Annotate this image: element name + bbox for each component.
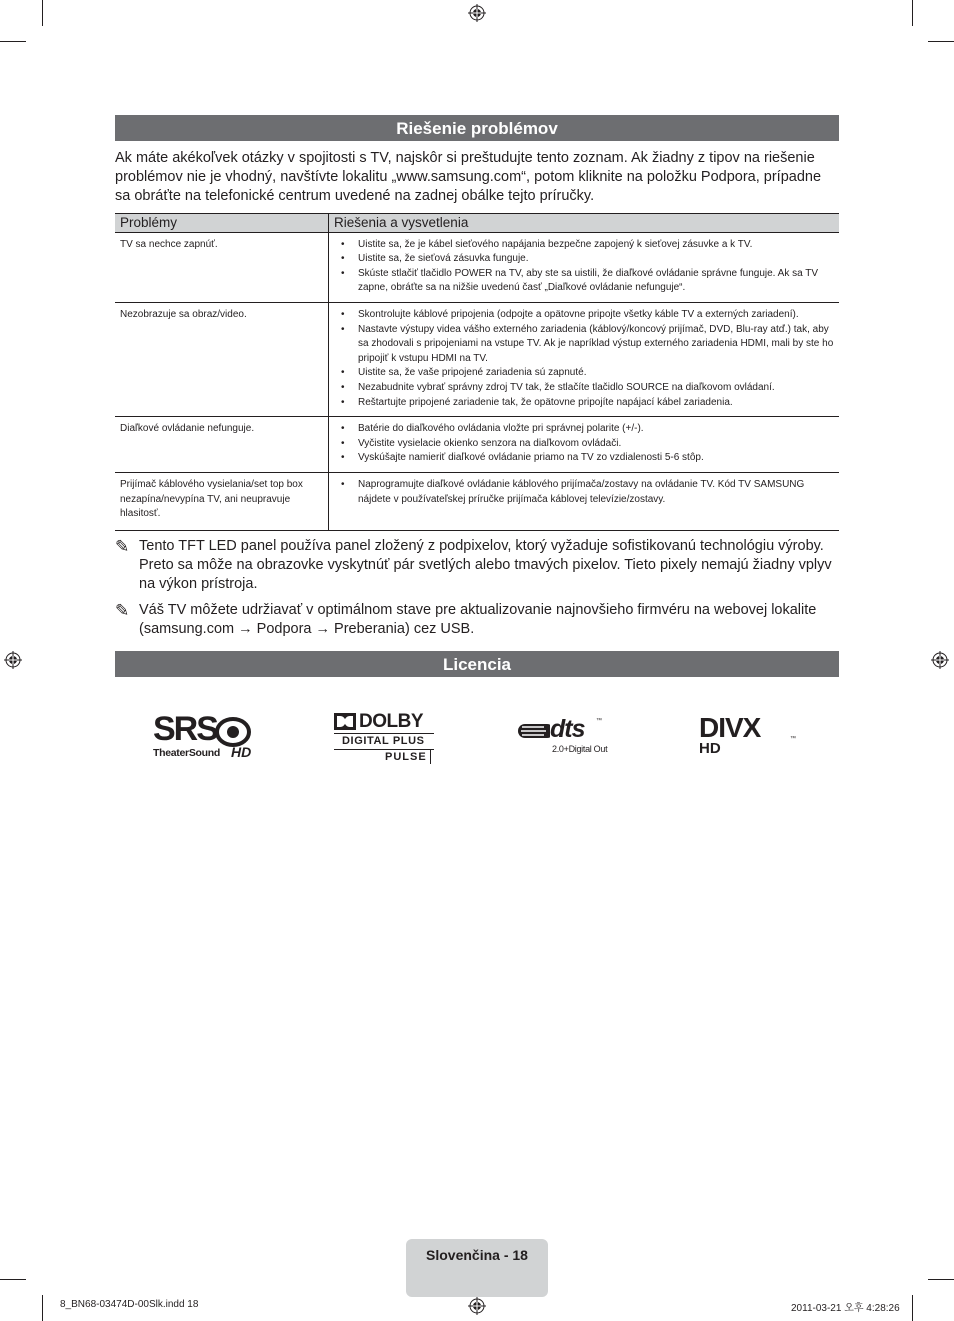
page-number-badge: Slovenčina - 18 <box>406 1239 548 1297</box>
problem-cell: Prijímač káblového vysielania/set top box nezapína/nevypína TV, ani neupravuje hlasitosť. <box>115 472 329 530</box>
dolby-divider <box>334 733 434 734</box>
registration-mark-icon <box>931 651 949 669</box>
dolby-divider <box>334 749 434 750</box>
dts-waves-icon <box>516 722 550 740</box>
solutions-list <box>334 308 834 410</box>
dolby-text: DOLBY <box>359 711 423 732</box>
intro-paragraph: Ak máte akékoľvek otázky v spojitosti s TV, najskôr si preštudujte tento zoznam. Ak žiadny z tipov na riešenie problémov nie je vhodný, navštívte lokalitu „www.samsung.com“, potom kliknite na položku Podpora, prípadne sa obráťte na telefonické centrum uvedené na zadnej obálke tejto príručky. <box>115 150 822 204</box>
solution-item: • Nezabudnite vybrať správny zdroj TV tak, že stlačíte tlačidlo SOURCE na diaľkovom ovládaní. <box>358 381 834 396</box>
dts-digital-out-text: 2.0+Digital Out <box>552 744 608 754</box>
srs-theatersound-text: TheaterSound <box>153 747 220 759</box>
solution-item: • Skontrolujte káblové pripojenia (odpojte a opätovne pripojte všetky káble TV a externých zariadení). <box>358 308 834 323</box>
dolby-digital-plus-pulse-logo <box>334 712 436 766</box>
problem-cell: Nezobrazuje sa obraz/video. <box>115 302 329 416</box>
solutions-cell <box>329 302 840 416</box>
file-slug: 8_BN68-03474D-00Slk.indd 18 <box>60 1299 199 1310</box>
table-row <box>115 417 839 473</box>
solutions-list <box>334 478 834 507</box>
dolby-divider <box>430 750 431 764</box>
note-pencil-icon: ✎ <box>115 601 130 620</box>
column-header-solutions: Riešenia a vysvetlenia <box>329 214 840 233</box>
problem-cell: Diaľkové ovládanie nefunguje. <box>115 417 329 473</box>
solutions-cell <box>329 417 840 473</box>
registration-mark-icon <box>468 1297 486 1315</box>
table-row <box>115 302 839 416</box>
solutions-list <box>334 422 834 466</box>
solution-item: • Skúste stlačiť tlačidlo POWER na TV, aby ste sa uistili, že diaľkové ovládanie správne funguje. Ak sa TV zapne, obráťte sa na nižšie uvedenú časť „Diaľkové ovládanie nefunguje“. <box>358 267 834 296</box>
note-paragraph <box>115 537 839 594</box>
solution-item: • Batérie do diaľkového ovládania vložte pri správnej polarite (+/-). <box>358 422 834 437</box>
solutions-cell <box>329 472 840 530</box>
crop-mark <box>912 0 913 26</box>
section-title-troubleshooting: Riešenie problémov <box>115 115 839 141</box>
dts-text: dts <box>550 715 585 743</box>
problem-cell: TV sa nechce zapnúť. <box>115 232 329 302</box>
crop-mark <box>928 1279 954 1280</box>
crop-mark <box>912 1295 913 1321</box>
solution-item: • Reštartujte pripojené zariadenie tak, že opätovne pripojíte napájací kábel zariadenia. <box>358 396 834 411</box>
section-title-license: Licencia <box>115 651 839 677</box>
crop-mark <box>42 1295 43 1321</box>
note-text: Váš TV môžete udržiavať v optimálnom stave pre aktualizovanie najnovšieho firmvéru na webovej lokalite (samsung.com → Podpora → Preberania) cez USB. <box>139 602 817 637</box>
troubleshooting-table <box>115 213 839 531</box>
srs-logo-text: SRS <box>153 710 217 748</box>
solution-item: • Uistite sa, že sieťová zásuvka funguje. <box>358 252 834 267</box>
crop-mark <box>42 0 43 26</box>
divx-hd-logo <box>699 712 799 758</box>
dts-digital-out-logo <box>516 715 620 758</box>
solutions-list <box>334 238 834 296</box>
solution-item: • Vyčistite vysielacie okienko senzora na diaľkovom ovládači. <box>358 437 834 452</box>
dolby-double-d-icon <box>334 713 356 730</box>
divx-trademark: ™ <box>790 736 796 742</box>
divx-text: DIVX <box>699 712 761 743</box>
note-text: Tento TFT LED panel používa panel zložený z podpixelov, ktorý vyžaduje sofistikovanú technológiu výroby. Preto sa môže na obrazovke vyskytnúť pár svetlých alebo tmavých pixelov. Tieto pixely nemajú žiadny vplyv na výkon prístroja. <box>139 538 832 592</box>
solutions-cell <box>329 232 840 302</box>
crop-mark <box>0 41 26 42</box>
timestamp-slug: 2011-03-21 오후 4:28:26 <box>791 1303 900 1314</box>
dolby-digital-plus-text: DIGITAL PLUS <box>342 735 425 747</box>
table-row <box>115 472 839 530</box>
divx-hd-text: HD <box>699 740 721 757</box>
crop-mark <box>0 1279 26 1280</box>
registration-mark-icon <box>4 651 22 669</box>
table-header-row <box>115 214 839 233</box>
note-pencil-icon: ✎ <box>115 537 130 556</box>
srs-theatersound-hd-logo <box>153 710 257 762</box>
solution-item: • Naprogramujte diaľkové ovládanie káblového prijímača/zostavy na ovládanie TV. Kód TV SAMSUNG nájdete v používateľskej príručke prijímača káblovej televízie/zostavy. <box>358 478 834 507</box>
solution-item: • Nastavte výstupy videa vášho externého zariadenia (káblový/koncový prijímač, DVD, Blu-ray atď.) tak, aby sa zhodovali s pripojeniami na vstupe TV. Ak je napríklad výstup externého zariadenia HDMI, mali by ste ho pripojiť k vstupu HDMI na TV. <box>358 323 834 367</box>
solution-item: • Uistite sa, že vaše pripojené zariadenia sú zapnuté. <box>358 366 834 381</box>
solution-item: • Vyskúšajte namieriť diaľkové ovládanie priamo na TV zo vzdialenosti 5-6 stôp. <box>358 451 834 466</box>
dolby-pulse-text: PULSE <box>385 751 427 763</box>
note-paragraph <box>115 601 839 639</box>
srs-hd-text: HD <box>231 744 252 760</box>
registration-mark-icon <box>468 4 486 22</box>
crop-mark <box>928 41 954 42</box>
dts-trademark: ™ <box>596 718 602 724</box>
column-header-problems: Problémy <box>115 214 329 233</box>
solution-item: • Uistite sa, že je kábel sieťového napájania bezpečne zapojený k sieťovej zásuvke a k TV. <box>358 238 834 253</box>
table-row <box>115 232 839 302</box>
